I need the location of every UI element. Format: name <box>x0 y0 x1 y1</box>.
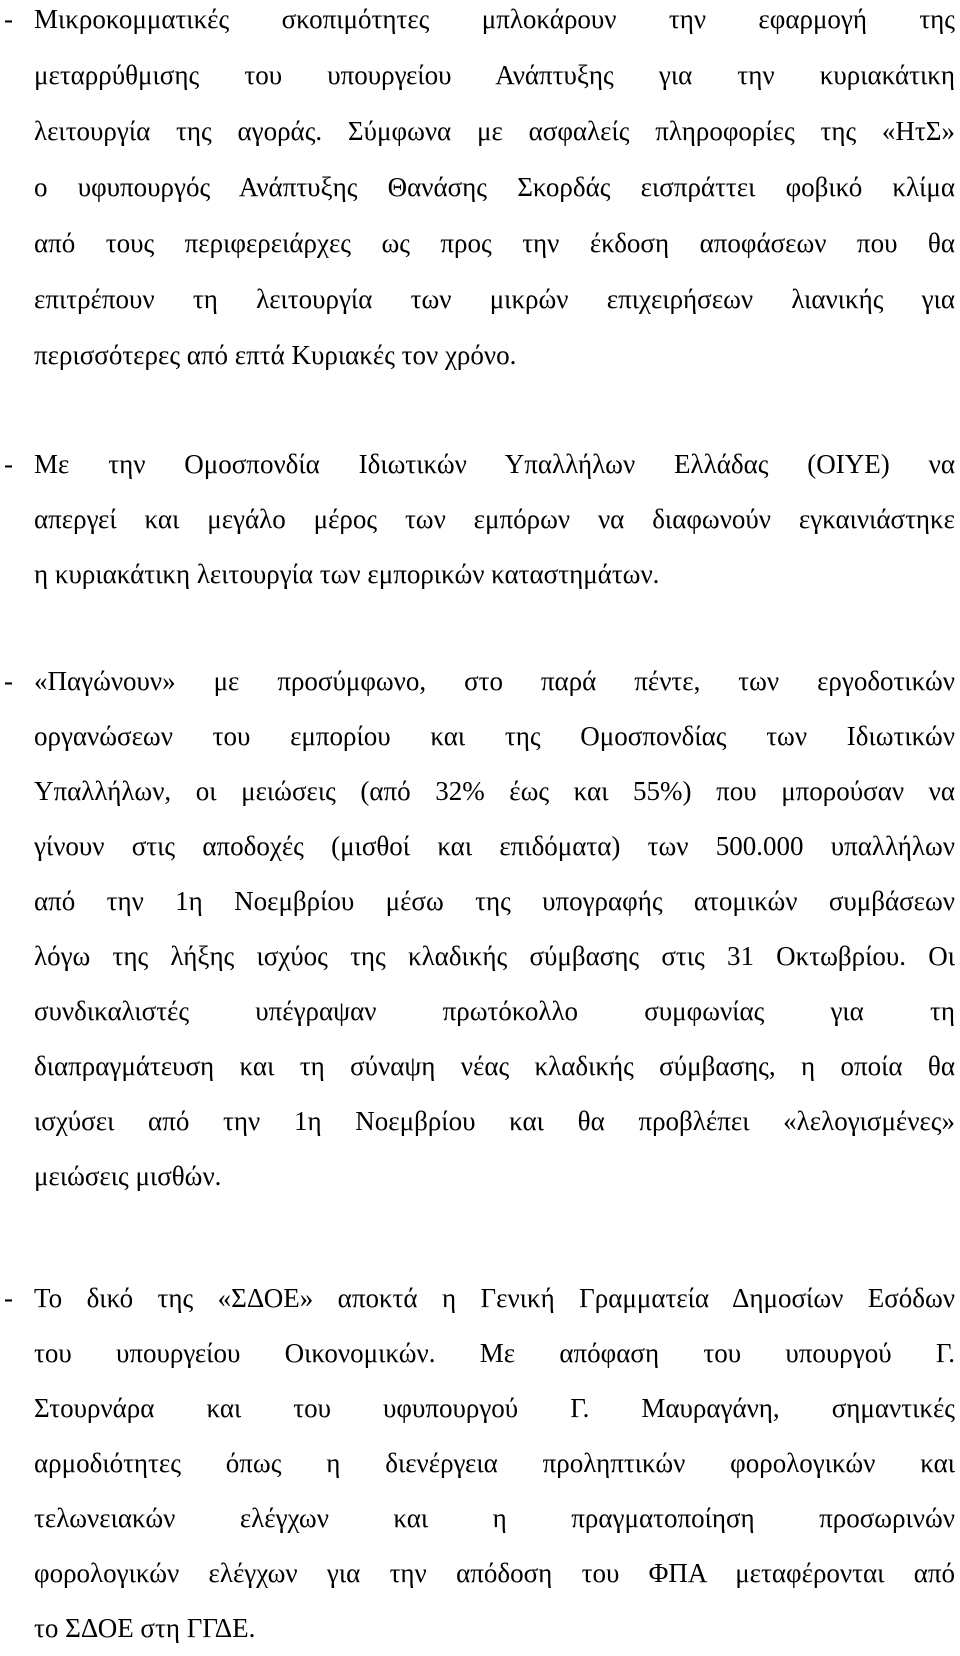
paragraph-line: Το δικό της «ΣΔΟΕ» αποκτά η Γενική Γραμματεία Δημοσίων Εσόδων <box>34 1283 955 1313</box>
paragraph-line: οργανώσεων του εμπορίου και της Ομοσπονδίας των Ιδιωτικών <box>34 721 955 751</box>
paragraph-line: αρμοδιότητες όπως η διενέργεια προληπτικών φορολογικών και <box>34 1448 955 1478</box>
paragraph-line: διαπραγμάτευση και τη σύναψη νέας κλαδικής σύμβασης, η οποία θα <box>34 1051 955 1081</box>
paragraph-line: φορολογικών ελέγχων για την απόδοση του ΦΠΑ μεταφέρονται από <box>34 1558 955 1588</box>
paragraph-line: μειώσεις μισθών. <box>34 1161 222 1191</box>
paragraph-line: η κυριακάτικη λειτουργία των εμπορικών καταστημάτων. <box>34 559 660 589</box>
paragraph-line: Υπαλλήλων, οι μειώσεις (από 32% έως και 55%) που μπορούσαν να <box>34 776 955 806</box>
paragraph-line: Μικροκομματικές σκοπιμότητες μπλοκάρουν την εφαρμογή της <box>34 4 955 34</box>
paragraph-line: Στουρνάρα και του υφυπουργού Γ. Μαυραγάνη, σημαντικές <box>34 1393 955 1423</box>
paragraph-line: Με την Ομοσπονδία Ιδιωτικών Υπαλλήλων Ελλάδας (ΟΙΥΕ) να <box>34 449 955 479</box>
bullet-dash: - <box>4 666 13 696</box>
paragraph-line: επιτρέπουν τη λειτουργία των μικρών επιχειρήσεων λιανικής για <box>34 284 955 314</box>
paragraph-line: ο υφυπουργός Ανάπτυξης Θανάσης Σκορδάς εισπράττει φοβικό κλίμα <box>34 172 955 202</box>
paragraph-line: τελωνειακών ελέγχων και η πραγματοποίηση προσωρινών <box>34 1503 955 1533</box>
paragraph-line: μεταρρύθμισης του υπουργείου Ανάπτυξης για την κυριακάτικη <box>34 60 955 90</box>
paragraph-line: ισχύσει από την 1η Νοεμβρίου και θα προβλέπει «λελογισμένες» <box>34 1106 955 1136</box>
bullet-dash: - <box>4 4 13 34</box>
bullet-dash: - <box>4 449 13 479</box>
paragraph-line: «Παγώνουν» με προσύμφωνο, στο παρά πέντε, των εργοδοτικών <box>34 666 955 696</box>
paragraph-line: περισσότερες από επτά Κυριακές τον χρόνο. <box>34 340 517 370</box>
paragraph-line: συνδικαλιστές υπέγραψαν πρωτόκολλο συμφωνίας για τη <box>34 996 955 1026</box>
paragraph-line: από την 1η Νοεμβρίου μέσω της υπογραφής ατομικών συμβάσεων <box>34 886 955 916</box>
bullet-dash: - <box>4 1283 13 1313</box>
paragraph-line: λόγω της λήξης ισχύος της κλαδικής σύμβασης στις 31 Οκτωβρίου. Οι <box>34 941 955 971</box>
paragraph-line: το ΣΔΟΕ στη ΓΓΔΕ. <box>34 1613 256 1643</box>
paragraph-line: γίνουν στις αποδοχές (μισθοί και επιδόματα) των 500.000 υπαλλήλων <box>34 831 955 861</box>
paragraph-line: από τους περιφερειάρχες ως προς την έκδοση αποφάσεων που θα <box>34 228 955 258</box>
paragraph-line: απεργεί και μεγάλο μέρος των εμπόρων να διαφωνούν εγκαινιάστηκε <box>34 504 955 534</box>
paragraph-line: του υπουργείου Οικονομικών. Με απόφαση του υπουργού Γ. <box>34 1338 955 1368</box>
paragraph-line: λειτουργία της αγοράς. Σύμφωνα με ασφαλείς πληροφορίες της «ΗτΣ» <box>34 116 955 146</box>
